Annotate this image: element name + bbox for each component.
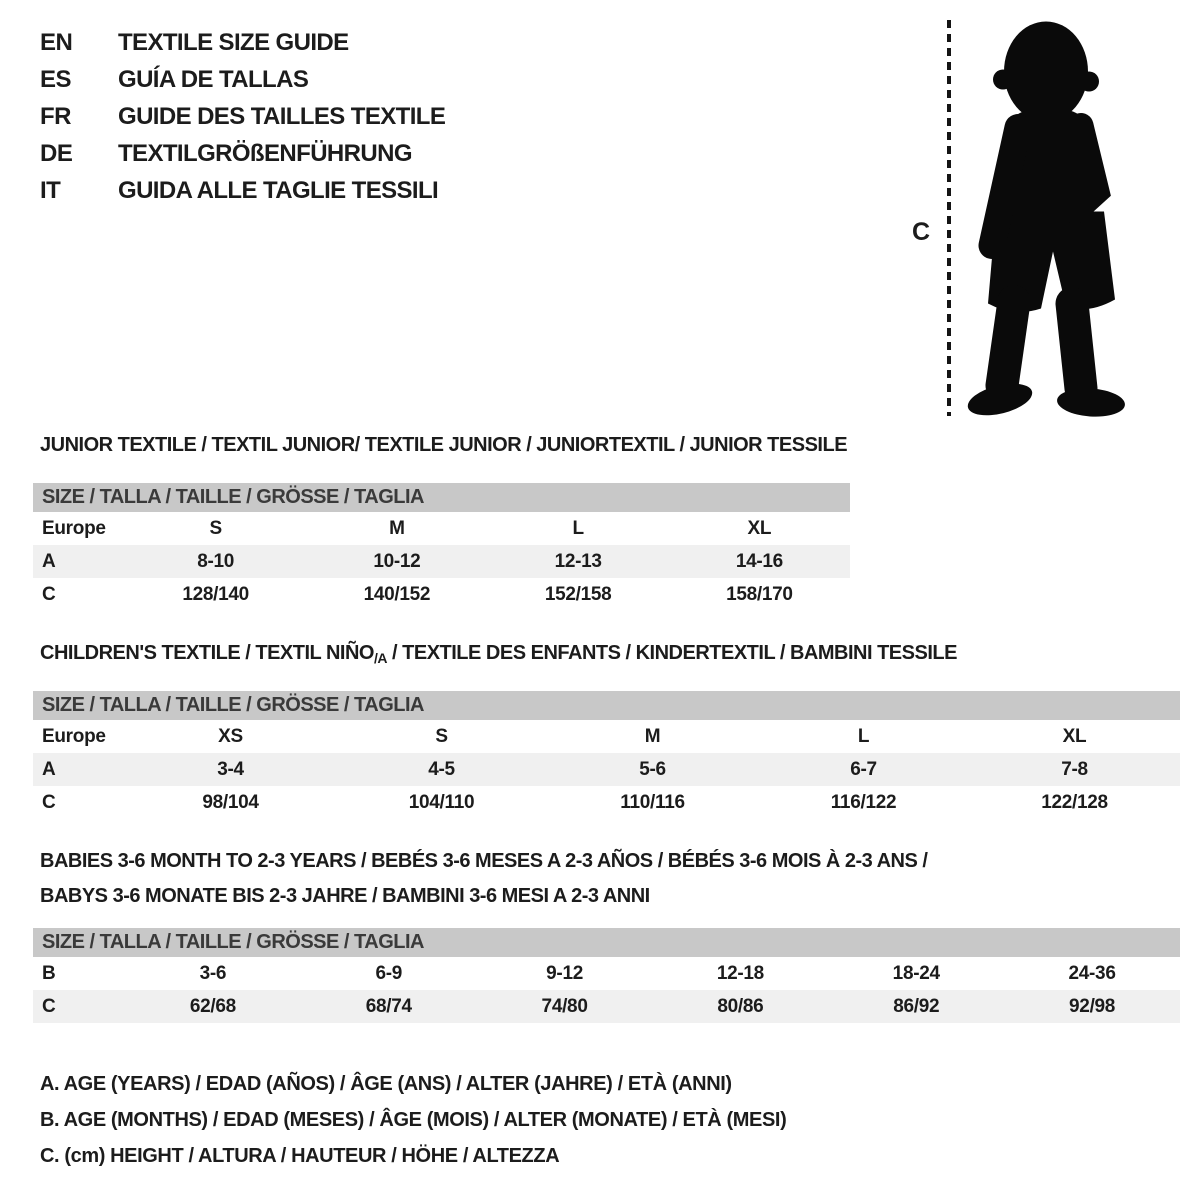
babies-title-line2: BABYS 3-6 MONATE BIS 2-3 JAHRE / BAMBINI 3-6 MESI A 2-3 ANNI xyxy=(40,885,650,907)
table-row-height xyxy=(33,786,1180,819)
babies-size-table xyxy=(33,928,1180,1023)
row-label: A xyxy=(42,758,56,780)
language-row-it xyxy=(40,172,445,209)
language-row-fr xyxy=(40,98,445,135)
table-row-height xyxy=(33,578,850,611)
legend-line-b: B. AGE (MONTHS) / EDAD (MESES) / ÂGE (MOIS) / ALTER (MONATE) / ETÀ (MESI) xyxy=(40,1109,787,1131)
row-label: C xyxy=(42,995,56,1017)
row-label: C xyxy=(42,791,56,813)
legend-block xyxy=(40,1066,786,1174)
age-cell: 4-5 xyxy=(428,758,455,780)
height-cell: 86/92 xyxy=(893,995,940,1017)
size-cell: S xyxy=(435,725,448,747)
height-cell: 74/80 xyxy=(541,995,588,1017)
language-code: EN xyxy=(40,28,73,56)
babies-section-title xyxy=(40,844,927,914)
legend-line-c: C. (cm) HEIGHT / ALTURA / HAUTEUR / HÖHE / ALTEZZA xyxy=(40,1145,560,1167)
age-cell: 5-6 xyxy=(639,758,666,780)
age-cell: 3-4 xyxy=(217,758,244,780)
height-cell: 104/110 xyxy=(408,791,475,813)
table-row-age xyxy=(33,545,850,578)
table-row-europe xyxy=(33,720,1180,753)
children-section-title xyxy=(40,642,957,666)
language-label: GUIDA ALLE TAGLIE TESSILI xyxy=(118,176,439,204)
table-row-height xyxy=(33,990,1180,1023)
toddler-silhouette-icon xyxy=(958,12,1143,420)
language-code: FR xyxy=(40,102,71,130)
height-cell: 158/170 xyxy=(726,583,793,605)
language-code: DE xyxy=(40,139,73,167)
height-cell: 68/74 xyxy=(365,995,412,1017)
size-cell: XS xyxy=(218,725,243,747)
size-header-bar: SIZE / TALLA / TAILLE / GRÖSSE / TAGLIA xyxy=(33,691,1180,720)
language-label: GUÍA DE TALLAS xyxy=(118,65,309,93)
size-cell: XL xyxy=(1062,725,1087,747)
legend-line-a: A. AGE (YEARS) / EDAD (AÑOS) / ÂGE (ANS) / ALTER (JAHRE) / ETÀ (ANNI) xyxy=(40,1073,732,1095)
babies-title-line1: BABIES 3-6 MONTH TO 2-3 YEARS / BEBÉS 3-6 MESES A 2-3 AÑOS / BÉBÉS 3-6 MOIS À 2-3 ANS / xyxy=(40,850,928,872)
size-cell: S xyxy=(209,517,222,539)
height-cell: 128/140 xyxy=(182,583,249,605)
age-cell: 6-7 xyxy=(850,758,877,780)
age-cell: 10-12 xyxy=(373,550,421,572)
row-label: Europe xyxy=(42,725,106,747)
months-cell: 18-24 xyxy=(892,962,940,984)
size-cell: M xyxy=(389,517,405,539)
junior-size-table xyxy=(33,483,850,611)
language-label: TEXTILGRÖßENFÜHRUNG xyxy=(118,139,412,167)
language-label: GUIDE DES TAILLES TEXTILE xyxy=(118,102,446,130)
age-cell: 14-16 xyxy=(735,550,783,572)
children-title-post: / TEXTILE DES ENFANTS / KINDERTEXTIL / BAMBINI TESSILE xyxy=(386,642,957,664)
age-cell: 12-13 xyxy=(554,550,602,572)
language-row-de xyxy=(40,135,445,172)
size-header-bar: SIZE / TALLA / TAILLE / GRÖSSE / TAGLIA xyxy=(33,928,1180,957)
size-cell: L xyxy=(572,517,584,539)
children-size-table xyxy=(33,691,1180,819)
table-row-months xyxy=(33,957,1180,990)
months-cell: 6-9 xyxy=(375,962,403,984)
height-cell: 152/158 xyxy=(544,583,612,605)
height-cell: 122/128 xyxy=(1041,791,1108,813)
children-title-sub: /A xyxy=(373,650,387,666)
table-row-age xyxy=(33,753,1180,786)
height-cell: 92/98 xyxy=(1069,995,1116,1017)
row-label: Europe xyxy=(42,517,106,539)
language-code: IT xyxy=(40,176,61,204)
height-cell: 80/86 xyxy=(717,995,764,1017)
size-cell: L xyxy=(857,725,870,747)
language-code: ES xyxy=(40,65,72,93)
language-row-en xyxy=(40,24,445,61)
row-label: A xyxy=(42,550,56,572)
height-cell: 62/68 xyxy=(189,995,236,1017)
row-label: C xyxy=(42,583,56,605)
height-dashed-line xyxy=(947,20,951,416)
size-cell: XL xyxy=(747,517,772,539)
language-title-block xyxy=(40,24,445,209)
months-cell: 3-6 xyxy=(199,962,227,984)
language-label: TEXTILE SIZE GUIDE xyxy=(118,28,349,56)
age-cell: 8-10 xyxy=(197,550,235,572)
height-c-label: C xyxy=(912,218,931,246)
height-cell: 98/104 xyxy=(202,791,259,813)
height-cell: 116/122 xyxy=(830,791,897,813)
age-cell: 7-8 xyxy=(1061,758,1088,780)
height-cell: 110/116 xyxy=(620,791,685,813)
months-cell: 12-18 xyxy=(716,962,764,984)
language-row-es xyxy=(40,61,445,98)
size-cell: M xyxy=(644,725,661,747)
junior-section-title: JUNIOR TEXTILE / TEXTIL JUNIOR/ TEXTILE JUNIOR / JUNIORTEXTIL / JUNIOR TESSILE xyxy=(40,434,848,456)
months-cell: 9-12 xyxy=(546,962,583,984)
size-header-bar: SIZE / TALLA / TAILLE / GRÖSSE / TAGLIA xyxy=(33,483,850,512)
children-title-pre: CHILDREN'S TEXTILE / TEXTIL NIÑO xyxy=(40,642,374,664)
row-label: B xyxy=(42,962,56,984)
months-cell: 24-36 xyxy=(1068,962,1116,984)
table-row-europe xyxy=(33,512,850,545)
height-cell: 140/152 xyxy=(363,583,431,605)
